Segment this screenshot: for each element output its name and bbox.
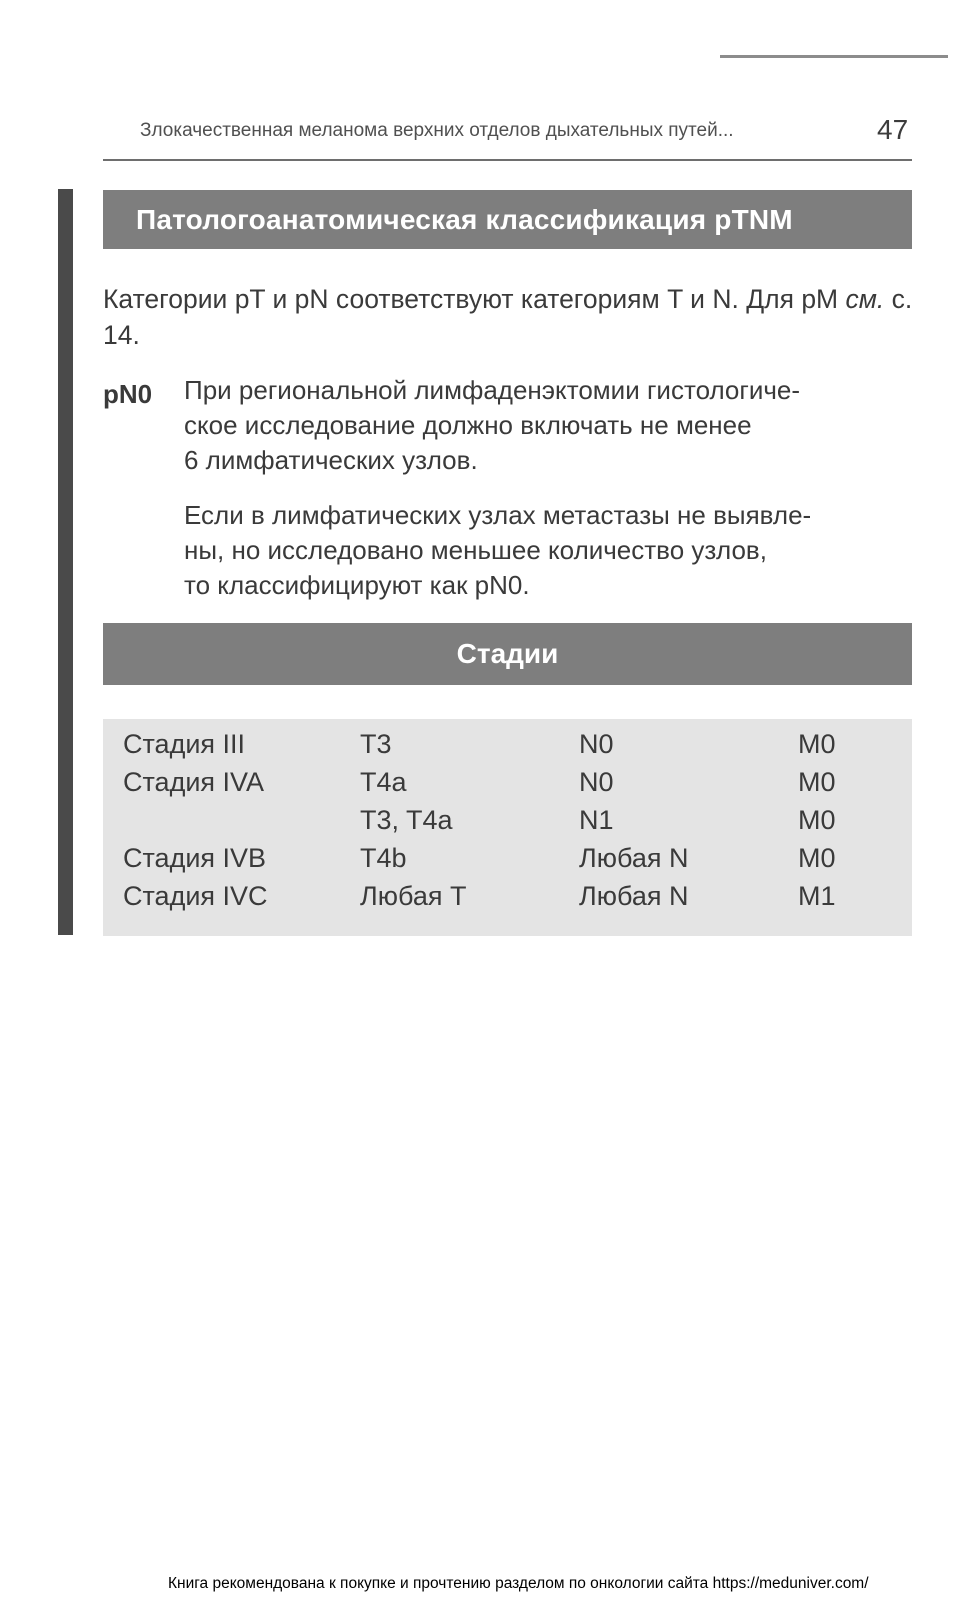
- header-rule: [103, 159, 912, 161]
- table-row: [103, 805, 912, 843]
- footer-note: Книга рекомендована к покупке и прочтению разделом по онкологии сайта https://meduniver.com/: [168, 1575, 869, 1592]
- running-title: Злокачественная меланома верхних отделов дыхательных путей...: [140, 120, 734, 141]
- paragraph-line: При региональной лимфаденэктомии гистологиче-: [184, 375, 801, 405]
- t-cell: T4b: [360, 843, 407, 873]
- section-side-bar: [58, 189, 73, 935]
- stage-cell: Стадия IVC: [123, 881, 268, 911]
- stages-section-title: Стадии: [456, 638, 559, 669]
- paragraph-line: ское исследование должно включать не менее: [184, 410, 752, 440]
- intro-tail: с. 14.: [103, 284, 913, 350]
- t-cell: T4a: [360, 767, 407, 797]
- paragraph-line: то классифицируют как pN0.: [184, 570, 530, 600]
- ptnm-section-title: Патологоанатомическая классификация pTNM: [136, 203, 793, 235]
- m-cell: M0: [798, 729, 836, 759]
- ptnm-intro: [103, 281, 913, 353]
- stages-table: [103, 719, 912, 936]
- paragraph-line: 6 лимфатических узлов.: [184, 445, 478, 475]
- m-cell: M1: [798, 881, 836, 911]
- m-cell: M0: [798, 843, 836, 873]
- page-edge-line: [720, 55, 948, 58]
- stage-cell: Стадия IVA: [123, 767, 265, 797]
- ptnm-section-banner: [103, 190, 912, 249]
- n-cell: N1: [579, 805, 614, 835]
- t-cell: T3: [360, 729, 392, 759]
- intro-italic: см.: [845, 284, 885, 314]
- n-cell: N0: [579, 767, 614, 797]
- t-cell: Любая T: [360, 881, 467, 911]
- table-row: [103, 729, 912, 767]
- table-row: [103, 843, 912, 881]
- m-cell: M0: [798, 767, 836, 797]
- m-cell: M0: [798, 805, 836, 835]
- paragraph-line: ны, но исследовано меньшее количество узлов,: [184, 535, 767, 565]
- intro-text: Категории pT и pN соответствуют категориям T и N. Для pM: [103, 284, 839, 314]
- paragraph-line: Если в лимфатических узлах метастазы не выявле-: [184, 500, 812, 530]
- page-number: 47: [877, 114, 909, 145]
- n-cell: Любая N: [579, 881, 689, 911]
- pn0-term: pN0: [103, 379, 153, 409]
- t-cell: T3, T4a: [360, 805, 453, 835]
- table-row: [103, 767, 912, 805]
- stage-cell: Стадия IVB: [123, 843, 267, 873]
- stages-section-banner: [103, 623, 912, 685]
- n-cell: N0: [579, 729, 614, 759]
- stage-cell: Стадия III: [123, 729, 246, 759]
- table-row: [103, 881, 912, 919]
- pn0-paragraph-1: [184, 373, 904, 478]
- n-cell: Любая N: [579, 843, 689, 873]
- pn0-paragraph-2: [184, 498, 904, 603]
